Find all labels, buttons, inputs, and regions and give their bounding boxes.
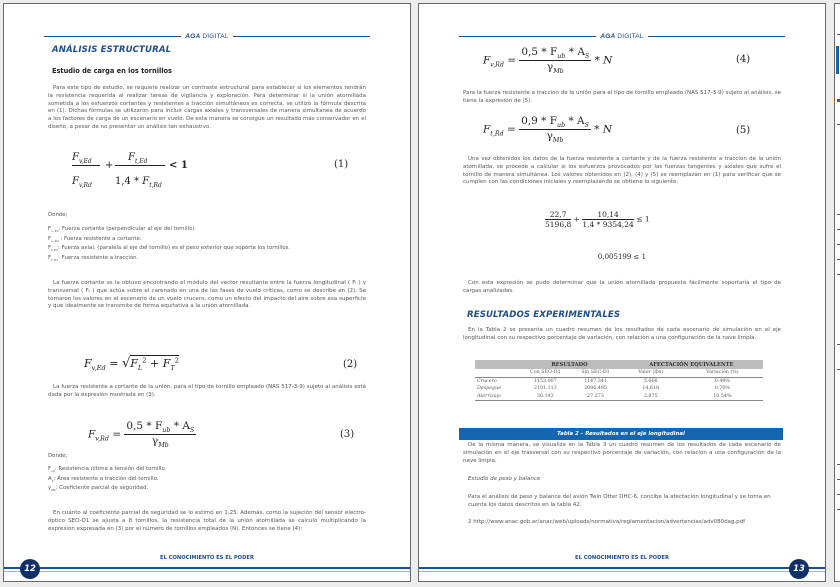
definition-item: $F_{t, Rd}$: Fuerza resistente a tracción. — [48, 254, 139, 262]
footer-slogan: EL CONOCIMIENTO ES EL PODER — [575, 555, 669, 561]
equation-2: $F_{v,Ed} = √F_L^2 + F_T^2$ — [84, 356, 179, 373]
section-title: RESULTADOS EXPERIMENTALES — [467, 310, 621, 320]
page-footer — [419, 551, 825, 575]
definition-item: $F_{v, Rd}$ : Fuerza resistente a cortante. — [48, 235, 142, 243]
calculation-substitution: $\frac{22,7}{5196,8}$ + $\frac{10,14}{1,4 * 9354,24}$ ≤ 1 — [545, 210, 650, 229]
subsection-title: Estudio de carga en los tornillos — [52, 67, 172, 75]
page-number-badge: 12 — [20, 559, 40, 579]
paragraph-weight-balance: Para el análisis de peso y balance del avión Twin Otter DHC-6, concibe la afectación longitudinal y se toma en cuenta los datos descritos en la tabla 42. — [468, 494, 771, 508]
definition-item: $F_{ub}$: Resistencia última a tensión del tornillo. — [48, 466, 167, 474]
section-title: ANÁLISIS ESTRUCTURAL — [52, 45, 172, 55]
equation-5: $F_{t,Rd}$ = $\frac{0,9 * F_{ub} * A_S}{\gamma_{Mb}}$ * N — [483, 115, 613, 145]
paragraph-tensile-resistance: Para la fuerza resistente a tracción de la unión para el tipo de tornillo empleado (NAS 517-3-9) sujeto al análisis, se tiene la expresión de (5). — [463, 90, 781, 104]
paragraph-intro: Para este tipo de estudio, se requiere realizar un contraste estructural para establecer si los elementos tendrán la resistencia requerida al realizar tareas de vigilancia y exploración. Para determinar si la unión atornillada sometida a los esfuerzos cortantes y resistentes a tracción simultáneos es correcta, se utilizó la fórmula descrita en (1). Dichas fórmulas se utilizaron para incluir cargas axiales y transversales de manera simultanea de acuerdo a los factores de carga de un escenario en vuelo. De esta manera se consigue un resultado más conservador en el diseño, a pesar de no presentar un análisis tan exhaustivo. — [48, 85, 366, 130]
results-table — [475, 360, 763, 401]
paragraph-table-3: De la misma manera, se visualiza en la Tabla 3 un cuadro resumen de los resultados de cada escenario de simulación en el eje trasversal con su respectivo porcentaje de variación, con relación a una configuración de la nave limpia. — [463, 442, 781, 464]
equation-1-number: (1) — [334, 159, 349, 170]
table-column-header: Valor (lbs) — [620, 369, 682, 377]
table-row: Aterrizaje 30.143 27.273 2.875 10.54% — [475, 393, 763, 401]
table-column-header: Sin SEC-D1 — [571, 369, 619, 377]
brand-logo: AGA DIGITAL — [600, 33, 644, 40]
equation-3: $F_{v,Rd}$ = $\frac{0,5 * F_{ub} * A_S}{\gamma_{Mb}}$ — [88, 420, 195, 450]
equation-5-number: (5) — [736, 125, 751, 136]
footer-rule-thin — [419, 571, 825, 572]
page-header — [44, 32, 370, 42]
header-rule-right — [233, 36, 370, 37]
table-group-header: AFECTACIÓN EQUIVALENTE — [620, 360, 763, 369]
paragraph-conclusion: Con esta expresión se pudo determinar que la unión atornillada propuesta fácilmente soportaría el tipo de cargas analizadas. — [463, 280, 781, 294]
footer-rule-thin — [4, 571, 410, 572]
table-column-header: Variación (%) — [682, 369, 763, 377]
page-header — [459, 32, 785, 42]
table-column-header: Con SEO-D1 — [519, 369, 571, 377]
equation-1: $F_{v,Ed}$ + $F_{t,Ed}$ < 1 $F_{v,Rd}$ $1,4 * F_{t,Rd}$ — [72, 152, 188, 189]
page-footer — [4, 551, 410, 575]
table-caption: Tabla 2 – Resultados en el eje longitudinal — [459, 428, 783, 440]
paragraph-safety-coefficient: En cuanto al coeficiente parcial de seguridad se lo estimó en 1,25. Además, como la sujeción del sensor electro-óptico SEO-D1 se ajusta a 8 tornillos, la resistencia total de la unión atornillada se calculó multiplicando la expresión expresada en (3) por el número de tornillos empleados (N). Entonces se tiene (4): — [48, 510, 366, 532]
definitions-block-2: Donde; $F_{ub}$: Resistencia última a tensión del tornillo. $A_S$: Área resistente a tracción del tornillo. $\gamma_{Mb}$: Coeficiente parcial de seguridad. — [48, 453, 366, 495]
document-page-13 — [418, 3, 826, 582]
equation-2-number: (2) — [343, 359, 358, 370]
table-row: Despegue 2101.113 2086.495 14.618 0.70% — [477, 386, 730, 392]
footer-rule — [4, 567, 410, 569]
calculation-result: 0,005199 ≤ 1 — [597, 253, 647, 261]
footnote: 2 http://www.anac.gob.ar/anac/web/uploads/normativa/reglamentacion/advertencias/adv080dag.pdf — [468, 519, 746, 525]
definition-item: $F_{v, Ed}$: Fuerza cortante (perpendicular al eje del tornillo). — [48, 226, 197, 234]
results-table-container — [475, 360, 763, 401]
definitions-block-1: Donde; $F_{v, Ed}$: Fuerza cortante (perpendicular al eje del tornillo). $F_{v, Rd}$ : Fuerza resistente a cortante. $F_{t, Ed}$: Fuerza axial, (paralela al eje del tornillo) es el peso exterior que soporta los tornillos. $F_{t, Rd}$: Fuerza resistente a tracción. — [48, 212, 366, 264]
subsection-title: Estudio de peso y balance — [468, 476, 541, 482]
paragraph-shear-resistance: La fuerza resistente a cortante de la unión, para el tipo de tornillo empleado (NAS 517-3-9) sujeto al análisis está dada por la expresión mostrada en (3). — [48, 384, 366, 398]
equation-4-number: (4) — [736, 54, 751, 65]
paragraph-verification: Una vez obtenidos los datos de la fuerza resistente a cortante y de la fuerza resistente a tracción de la unión atornillada, se procede a calcular si los esfuerzos provocados por las fuerzas tangentes y axiales que sufre el tornillo de manera simultánea. Los valores obtenidos en (2), (4) y (5) se reemplazan en (1) para verificar que se cumplen con las condiciones iniciales y reemplazando se obtiene lo siguiente. — [463, 156, 781, 186]
definition-item: $\gamma_{Mb}$: Coeficiente parcial de seguridad. — [48, 485, 149, 493]
header-rule-right — [648, 36, 785, 37]
footer-rule — [419, 567, 825, 569]
definition-item: $F_{t, Ed}$: Fuerza axial, (paralela al eje del tornillo) es el peso exterior que soporta los tornillos. — [48, 245, 291, 253]
document-page-12 — [3, 3, 411, 582]
brand-logo: AGA DIGITAL — [185, 33, 229, 40]
page-number-badge: 13 — [789, 559, 809, 579]
table-group-header: RESULTADO — [519, 360, 619, 369]
definition-item: $A_S$: Área resistente a tracción del tornillo. — [48, 475, 159, 483]
paragraph-shear-force: La fuerza cortante se la obtuvo encontrando el módulo del vector resultante entre la fuerza longitudinal ( Fₗ ) y transversal ( Fₜ ) que actúa sobre el carenado en una de las fases de vuelo críticas, como se describe en (2). Se tomaron los valores en el escenario de un vuelo crucero, como un efecto del impacto del aire sobre esa superficie y que idealmente se transmite de forma equitativa a la unión atornillada. — [48, 280, 366, 310]
paragraph-table-intro: En la Tabla 2 se presenta un cuadro resumen de los resultados de cada escenario de simulación en el eje longitudinal con su respectivo porcentaje de variación, con relación a una configuración de la nave limpia. — [463, 327, 781, 341]
equation-3-number: (3) — [340, 429, 355, 440]
document-page-next-partial — [834, 3, 840, 582]
footer-slogan: EL CONOCIMIENTO ES EL PODER — [160, 555, 254, 561]
equation-4: $F_{v,Rd}$ = $\frac{0,5 * F_{ub} * A_S}{\gamma_{Mb}}$ * N — [483, 46, 613, 76]
table-row: Crucero 1153.007 1147.341 5.666 0.49% — [477, 378, 730, 384]
